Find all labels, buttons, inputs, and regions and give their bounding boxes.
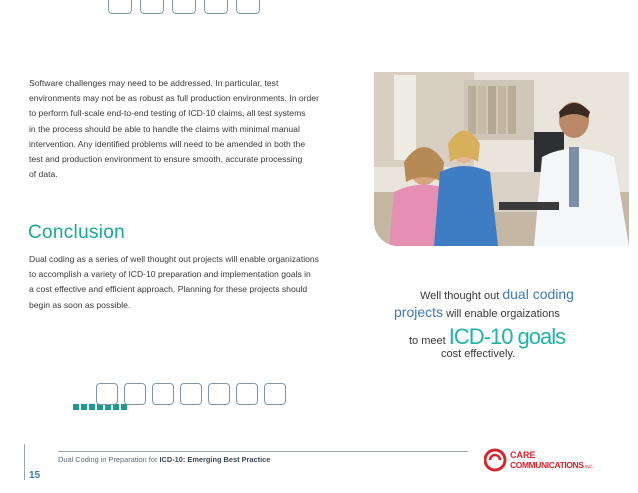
pull-quote-text: to meet (409, 335, 449, 347)
decorative-dot (89, 404, 95, 410)
conclusion-paragraph: Dual coding as a series of well thought out projects will enable organizations to accomplish a variety of ICD-10 preparation and implementation goals in a cost effective and efficient approach. Planning for these projects should begin as soon as possible. (29, 254, 319, 310)
pull-quote-highlight: projects (394, 304, 444, 320)
pull-quote-line-4 (441, 348, 515, 360)
pull-quote-text: cost effectively. (441, 348, 516, 360)
pull-quote-text: Well thought out (420, 290, 503, 302)
bottom-decorative-boxes (96, 383, 286, 405)
pull-quote-big-text: ICD-10 goals (448, 324, 566, 349)
decorative-box (172, 0, 196, 14)
logo-line-1: CARE (510, 450, 536, 460)
decorative-box (264, 383, 286, 405)
decorative-box (124, 383, 146, 405)
decorative-box (96, 383, 118, 405)
decorative-dot (73, 404, 79, 410)
decorative-box (180, 383, 202, 405)
decorative-box (152, 383, 174, 405)
decorative-box (108, 0, 132, 14)
pull-quote-highlight: dual coding (502, 286, 574, 302)
footer-prefix: Dual Coding in Preparation for (58, 455, 160, 464)
pull-quote-text: will enable orgaizations (443, 308, 560, 320)
decorative-box (236, 0, 260, 14)
care-communications-logo (484, 448, 604, 472)
decorative-box (208, 383, 230, 405)
decorative-box (236, 383, 258, 405)
footer-rule (58, 451, 468, 452)
logo-suffix: INC. (585, 464, 594, 469)
decorative-box (204, 0, 228, 14)
pull-quote-line-2 (394, 304, 560, 320)
pull-quote-line-1 (420, 286, 574, 302)
logo-line-2: COMMUNICATIONS (510, 460, 584, 470)
body-paragraph: Software challenges may need to be addressed. In particular, test environments may not be as robust as full production environments. In order to perform full-scale end-to-end testing of ICD-10 claims, all test systems in the process should be able to handle the claims with minimal manual intervention. Any identified problems will need to be amended in both the test and production environment to ensure smooth, accurate processing of data. (29, 78, 319, 180)
photo-illustration (374, 72, 629, 246)
page-number: 15 (29, 470, 41, 481)
footer-bold: ICD-10: Emerging Best Practice (159, 455, 271, 464)
footer-text (58, 455, 270, 464)
footer-left-rule (24, 444, 25, 480)
pull-quote-line-3 (409, 324, 565, 350)
decorative-dot (81, 404, 87, 410)
medical-office-photo (374, 72, 629, 246)
conclusion-heading: Conclusion (28, 222, 125, 243)
decorative-box (140, 0, 164, 14)
top-decorative-boxes (108, 0, 260, 14)
logo-mark (484, 448, 604, 472)
